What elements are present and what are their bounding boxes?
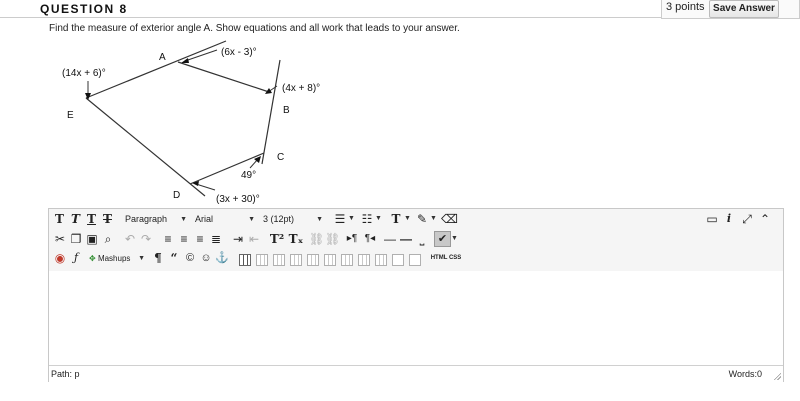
- answer-text-area[interactable]: [49, 271, 783, 365]
- table-properties-icon[interactable]: [256, 254, 268, 266]
- text-underline-icon[interactable]: T: [87, 212, 96, 226]
- info-icon[interactable]: i: [726, 212, 732, 225]
- undo-icon[interactable]: ↶: [124, 232, 136, 246]
- math-formula-icon[interactable]: ƒ: [73, 251, 79, 264]
- row-after-icon[interactable]: [307, 254, 319, 266]
- redo-icon[interactable]: ↷: [140, 232, 152, 246]
- unlink-icon[interactable]: ⛓: [325, 232, 341, 246]
- spellcheck-icon[interactable]: ✔: [434, 231, 451, 247]
- row-before-icon[interactable]: [290, 254, 302, 266]
- align-left-icon[interactable]: ≡: [164, 232, 172, 246]
- merge-cells-icon[interactable]: [392, 254, 404, 266]
- collapse-toolbar-icon[interactable]: ⌃: [759, 212, 771, 226]
- chevron-down-icon: ▼: [180, 216, 187, 223]
- polygon-diagram: [50, 38, 321, 208]
- outdent-icon[interactable]: ⇤: [248, 232, 260, 246]
- emoticon-icon[interactable]: ☺: [200, 252, 212, 264]
- mashups-icon: ✥: [89, 254, 96, 263]
- font-select[interactable]: [195, 212, 255, 227]
- text-bold-icon[interactable]: T: [55, 212, 64, 226]
- align-right-icon[interactable]: ≡: [196, 232, 204, 246]
- nonbreaking-space-icon[interactable]: ⎵: [419, 232, 425, 246]
- angle-label-d: (3x + 30)°: [216, 194, 260, 205]
- anchor-icon[interactable]: ⚓: [215, 252, 229, 264]
- chevron-down-icon: ▼: [248, 216, 255, 223]
- delete-col-icon[interactable]: [375, 254, 387, 266]
- save-answer-button[interactable]: Save Answer: [709, 0, 779, 18]
- align-justify-icon[interactable]: ≣: [210, 232, 222, 246]
- col-after-icon[interactable]: [358, 254, 370, 266]
- chevron-down-icon: ▼: [138, 255, 145, 262]
- html-css-icon[interactable]: HTML CSS: [430, 255, 462, 261]
- vertex-label-e: E: [67, 110, 74, 121]
- indent-icon[interactable]: ⇥: [232, 232, 244, 246]
- format-select[interactable]: [125, 212, 187, 227]
- angle-label-b: (4x + 8)°: [282, 83, 321, 94]
- element-path: Path: p: [51, 369, 80, 379]
- word-count: Words:0: [728, 369, 762, 379]
- split-cells-icon[interactable]: [409, 254, 421, 266]
- insert-table-icon[interactable]: [239, 254, 251, 266]
- question-title: QUESTION 8: [40, 2, 128, 16]
- size-select[interactable]: [263, 212, 323, 227]
- chevron-down-icon[interactable]: ▼: [404, 215, 411, 222]
- superscript-icon[interactable]: T²: [269, 232, 285, 246]
- angle-label-c: 49°: [241, 170, 257, 181]
- paragraph-icon[interactable]: ¶: [154, 251, 162, 265]
- numbered-list-icon[interactable]: ☷: [361, 212, 373, 226]
- vertex-label-d: D: [173, 190, 181, 201]
- resize-grip-icon[interactable]: [773, 372, 781, 380]
- copy-icon[interactable]: ❐: [70, 232, 82, 246]
- chevron-down-icon[interactable]: ▼: [348, 215, 355, 222]
- points-label: 3 points: [666, 1, 705, 13]
- text-italic-icon[interactable]: T: [71, 212, 80, 226]
- mashups-select[interactable]: [89, 251, 145, 266]
- copyright-icon[interactable]: ©: [185, 252, 195, 264]
- delete-row-icon[interactable]: [324, 254, 336, 266]
- text-color-icon[interactable]: T: [391, 212, 401, 226]
- eraser-icon[interactable]: ⌫: [441, 212, 458, 226]
- format-select-value: Paragraph: [125, 214, 168, 224]
- fullscreen-icon[interactable]: ⤢: [742, 212, 752, 226]
- blockquote-icon[interactable]: “: [170, 251, 178, 265]
- vertex-label-b: B: [283, 105, 290, 116]
- font-select-value: Arial: [195, 214, 214, 224]
- rtl-direction-icon[interactable]: ¶◂: [364, 233, 376, 244]
- col-before-icon[interactable]: [341, 254, 353, 266]
- rich-text-editor: [48, 208, 784, 382]
- editor-toolbar: [49, 209, 783, 272]
- preview-monitor-icon[interactable]: ▭: [706, 212, 718, 226]
- ltr-direction-icon[interactable]: ▸¶: [346, 233, 358, 244]
- angle-label-e: (14x + 6)°: [62, 68, 106, 79]
- delete-table-icon[interactable]: [273, 254, 285, 266]
- cut-icon[interactable]: ✂: [54, 232, 66, 246]
- editor-status-bar: [49, 365, 783, 382]
- horizontal-line-icon[interactable]: —: [400, 232, 412, 246]
- highlight-pen-icon[interactable]: ✎: [416, 212, 428, 226]
- record-media-icon[interactable]: ◉: [54, 251, 66, 265]
- find-replace-icon[interactable]: ⌕: [104, 232, 112, 246]
- size-select-value: 3 (12pt): [263, 214, 295, 224]
- align-center-icon[interactable]: ≡: [180, 232, 188, 246]
- vertex-label-a: A: [159, 52, 166, 63]
- link-icon[interactable]: ⛓: [309, 232, 325, 246]
- vertex-label-c: C: [277, 152, 285, 163]
- mashups-label: Mashups: [97, 254, 131, 263]
- question-prompt: Find the measure of exterior angle A. Show equations and all work that leads to your answer.: [49, 23, 460, 34]
- chevron-down-icon[interactable]: ▼: [375, 215, 382, 222]
- chevron-down-icon: ▼: [316, 216, 323, 223]
- chevron-down-icon[interactable]: ▼: [430, 215, 437, 222]
- paste-icon[interactable]: ▣: [86, 232, 98, 246]
- subscript-icon[interactable]: Tₓ: [288, 232, 304, 246]
- horizontal-rule-icon[interactable]: —: [384, 232, 396, 246]
- bullet-list-icon[interactable]: ☰: [334, 212, 346, 226]
- chevron-down-icon[interactable]: ▼: [451, 235, 458, 242]
- angle-label-a: (6x - 3)°: [221, 47, 257, 58]
- text-strikethrough-icon[interactable]: T: [103, 212, 112, 226]
